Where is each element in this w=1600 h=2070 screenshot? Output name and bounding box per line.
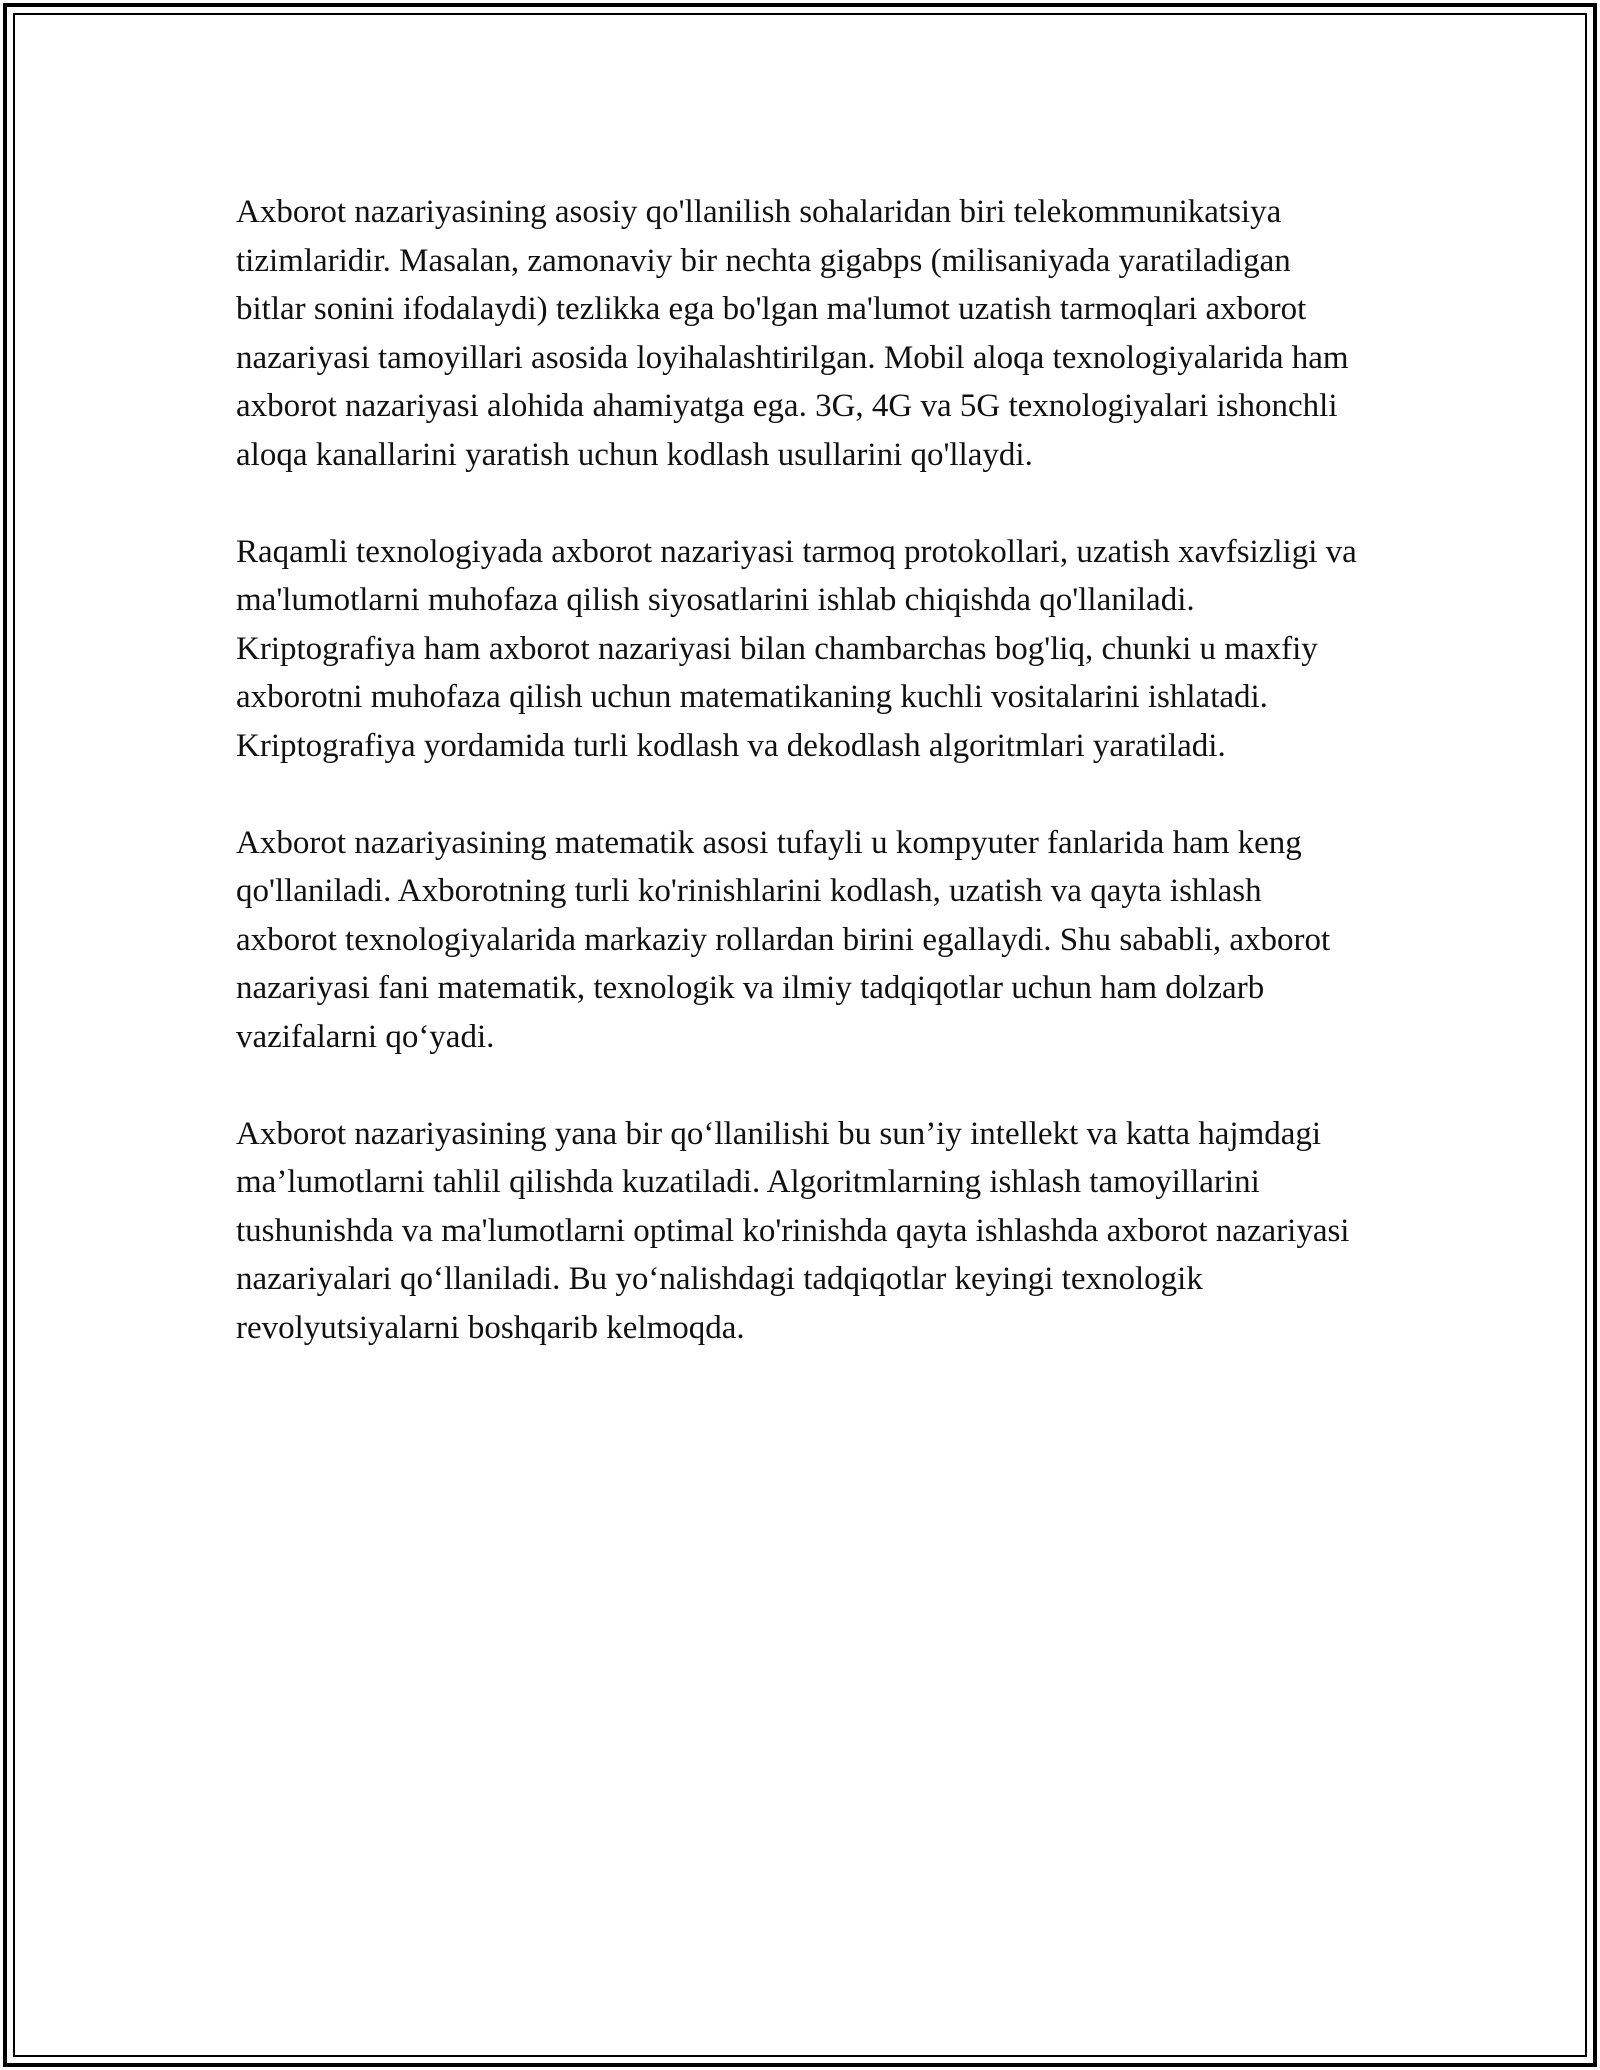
paragraph-cryptography: Raqamli texnologiyada axborot nazariyasi tarmoq protokollari, uzatish xavfsizligi va ma'lumotlarni muhofaza qilish siyosatlarini ishlab chiqishda qo'llaniladi. Kriptografiya ham axborot nazariyasi bilan chambarchas bog'liq, chunki u maxfiy axborotni muhofaza qilish uchun matematikaning kuchli vositalarini ishlatadi. Kriptografiya yordamida turli kodlash va dekodlash algoritmlari yaratiladi. — [236, 533, 1357, 764]
paragraph-artificial-intelligence: Axborot nazariyasining yana bir qo‘llanilishi bu sun’iy intellekt va katta hajmdagi ma’lumotlarni tahlil qilishda kuzatiladi. Algoritmlarning ishlash tamoyillarini tushunishda va ma'lumotlarni optimal ko'rinishda qayta ishlashda axborot nazariyasi nazariyalari qo‘llaniladi. Bu yo‘nalishdagi tadqiqotlar keyingi texnologik revolyutsiyalarni boshqarib kelmoqda. — [236, 1115, 1350, 1346]
paragraph-telecommunications: Axborot nazariyasining asosiy qo'llanilish sohalaridan biri telekommunikatsiya tizimlaridir. Masalan, zamonaviy bir nechta gigabps (milisaniyada yaratiladigan bitlar sonini ifodalaydi) tezlikka ega bo'lgan ma'lumot uzatish tarmoqlari axborot nazariyasi tamoyillari asosida loyihalashtirilgan. Mobil aloqa texnologiyalarida ham axborot nazariyasi alohida ahamiyatga ega. 3G, 4G va 5G texnologiyalari ishonchli aloqa kanallarini yaratish uchun kodlash usullarini qo'llaydi. — [236, 194, 1349, 473]
document-body — [236, 188, 1366, 1401]
paragraph-computer-science: Axborot nazariyasining matematik asosi tufayli u kompyuter fanlarida ham keng qo'llaniladi. Axborotning turli ko'rinishlarini kodlash, uzatish va qayta ishlash axborot texnologiyalarida markaziy rollardan birini egallaydi. Shu sababli, axborot nazariyasi fani matematik, texnologik va ilmiy tadqiqotlar uchun ham dolzarb vazifalarni qo‘yadi. — [236, 824, 1331, 1055]
